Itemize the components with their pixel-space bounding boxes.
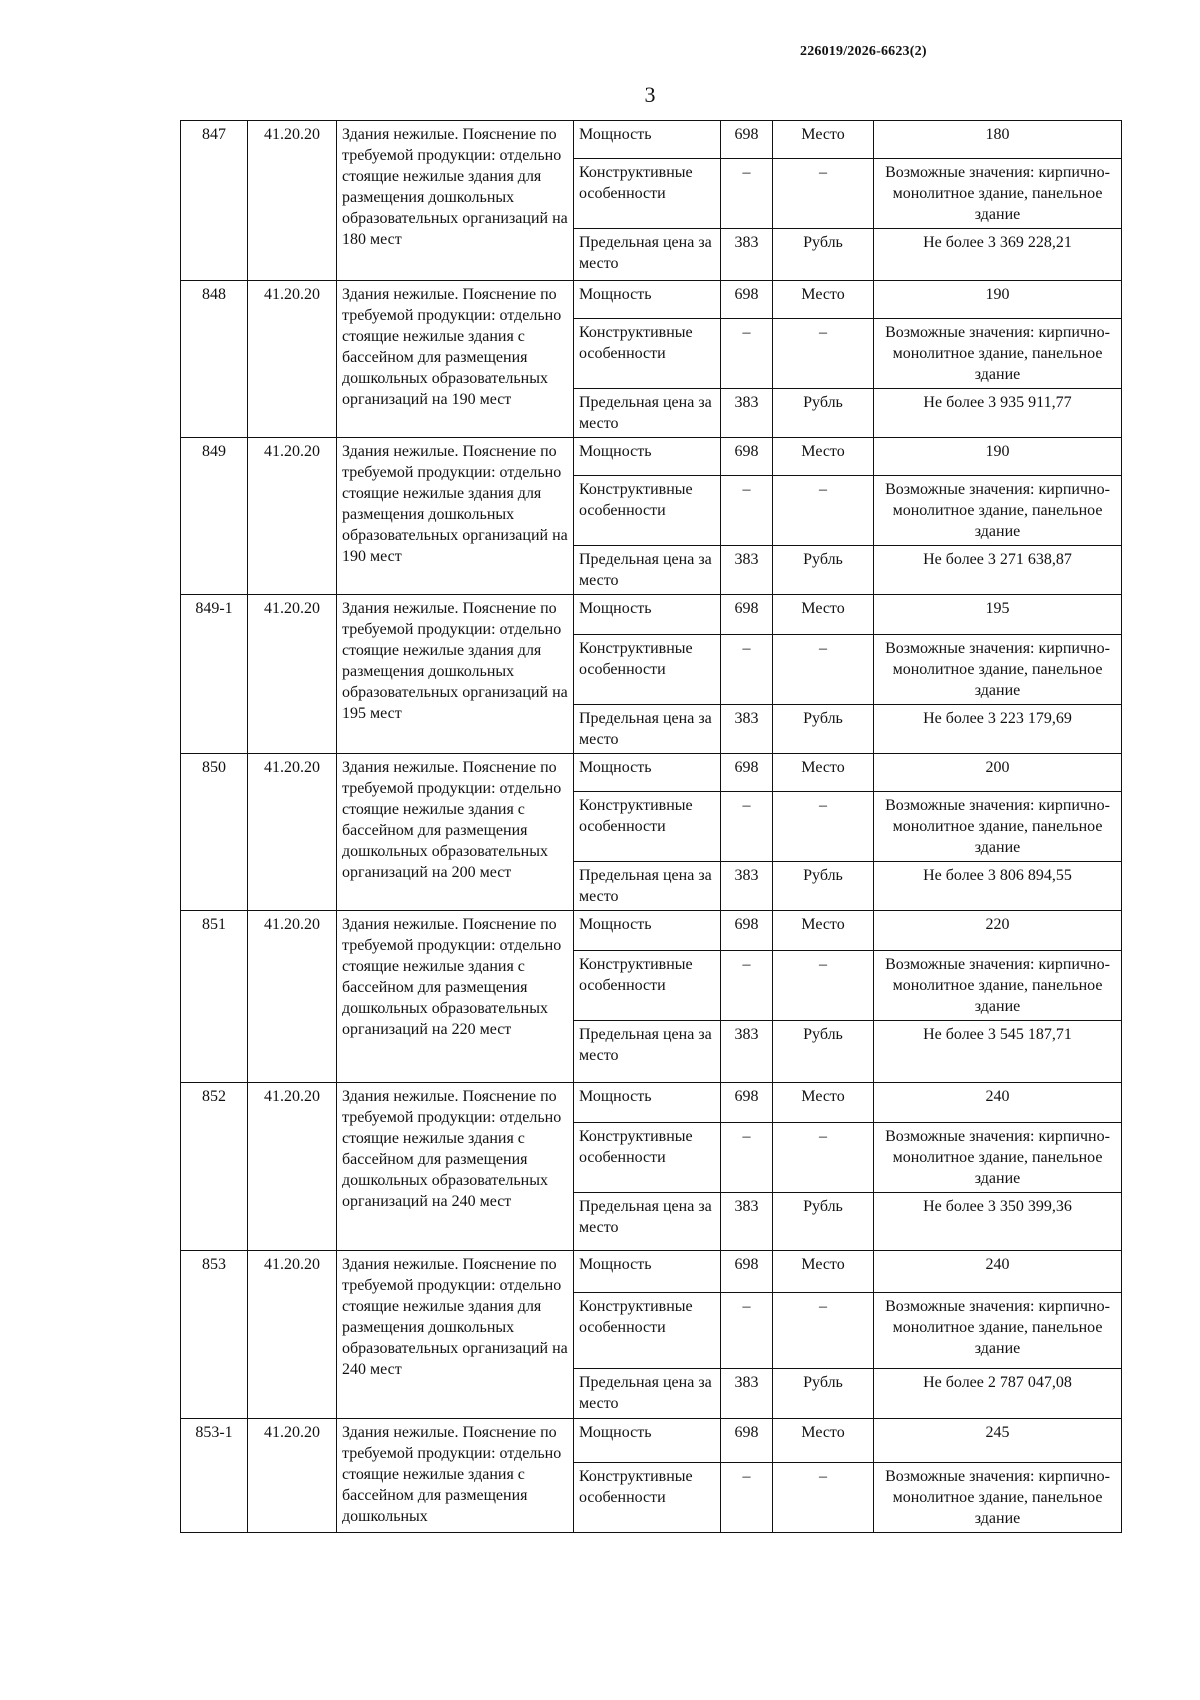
item-number: 847 xyxy=(181,121,248,281)
unit-name: – xyxy=(773,635,874,705)
characteristic-value: Возможные значения: кирпично-монолитное здание, панельное здание xyxy=(874,476,1122,546)
unit-name: – xyxy=(773,476,874,546)
unit-name: Место xyxy=(773,281,874,319)
unit-name: Место xyxy=(773,595,874,635)
okei-code: 698 xyxy=(721,121,773,159)
table-row xyxy=(181,911,1122,951)
okei-code: 383 xyxy=(721,1193,773,1251)
item-name: Здания нежилые. Пояснение по требуемой продукции: отдельно стоящие нежилые здания для размещения дошкольных образовательных организаций на 180 мест xyxy=(337,121,574,281)
characteristic-value: 245 xyxy=(874,1419,1122,1463)
characteristic-value: 195 xyxy=(874,595,1122,635)
characteristic-value: Не более 3 806 894,55 xyxy=(874,862,1122,911)
okei-code: 698 xyxy=(721,754,773,792)
characteristic-value: Возможные значения: кирпично-монолитное здание, панельное здание xyxy=(874,1293,1122,1369)
characteristic-value: Не более 2 787 047,08 xyxy=(874,1369,1122,1419)
characteristic-name: Мощность xyxy=(574,595,721,635)
okei-code: – xyxy=(721,1463,773,1533)
okpd2-code: 41.20.20 xyxy=(248,754,337,911)
item-name: Здания нежилые. Пояснение по требуемой продукции: отдельно стоящие нежилые здания с бассейном для размещения дошкольных xyxy=(337,1419,574,1533)
okei-code: 383 xyxy=(721,546,773,595)
characteristic-name: Мощность xyxy=(574,911,721,951)
characteristic-name: Предельная цена за место xyxy=(574,1021,721,1083)
characteristic-value: Возможные значения: кирпично-монолитное здание, панельное здание xyxy=(874,951,1122,1021)
characteristic-name: Конструктивные особенности xyxy=(574,476,721,546)
unit-name: Место xyxy=(773,1083,874,1123)
table-row xyxy=(181,595,1122,635)
item-number: 852 xyxy=(181,1083,248,1251)
okei-code: – xyxy=(721,319,773,389)
item-name: Здания нежилые. Пояснение по требуемой продукции: отдельно стоящие нежилые здания для размещения дошкольных образовательных организаций на 240 мест xyxy=(337,1251,574,1419)
characteristic-name: Конструктивные особенности xyxy=(574,635,721,705)
item-number: 849 xyxy=(181,438,248,595)
unit-name: Рубль xyxy=(773,389,874,438)
characteristic-value: Не более 3 223 179,69 xyxy=(874,705,1122,754)
unit-name: – xyxy=(773,951,874,1021)
unit-name: – xyxy=(773,1123,874,1193)
unit-name: Место xyxy=(773,438,874,476)
okei-code: 383 xyxy=(721,862,773,911)
okpd2-code: 41.20.20 xyxy=(248,1083,337,1251)
item-name: Здания нежилые. Пояснение по требуемой продукции: отдельно стоящие нежилые здания с бассейном для размещения дошкольных образовательных организаций на 220 мест xyxy=(337,911,574,1083)
okei-code: – xyxy=(721,792,773,862)
characteristic-name: Мощность xyxy=(574,1251,721,1293)
okpd2-code: 41.20.20 xyxy=(248,121,337,281)
characteristic-value: 190 xyxy=(874,281,1122,319)
unit-name: Рубль xyxy=(773,1021,874,1083)
characteristic-value: Возможные значения: кирпично-монолитное здание, панельное здание xyxy=(874,635,1122,705)
characteristic-name: Предельная цена за место xyxy=(574,1193,721,1251)
unit-name: Место xyxy=(773,1419,874,1463)
item-number: 850 xyxy=(181,754,248,911)
unit-name: – xyxy=(773,159,874,229)
item-name: Здания нежилые. Пояснение по требуемой продукции: отдельно стоящие нежилые здания с бассейном для размещения дошкольных образовательных организаций на 240 мест xyxy=(337,1083,574,1251)
item-number: 853-1 xyxy=(181,1419,248,1533)
characteristic-name: Мощность xyxy=(574,1419,721,1463)
okei-code: 383 xyxy=(721,705,773,754)
characteristic-value: Не более 3 369 228,21 xyxy=(874,229,1122,281)
okei-code: 698 xyxy=(721,1251,773,1293)
okei-code: 383 xyxy=(721,229,773,281)
characteristic-name: Конструктивные особенности xyxy=(574,1293,721,1369)
unit-name: Рубль xyxy=(773,229,874,281)
characteristic-name: Предельная цена за место xyxy=(574,546,721,595)
characteristic-name: Мощность xyxy=(574,1083,721,1123)
okei-code: – xyxy=(721,951,773,1021)
characteristic-name: Конструктивные особенности xyxy=(574,319,721,389)
okei-code: 383 xyxy=(721,1369,773,1419)
okei-code: 383 xyxy=(721,1021,773,1083)
item-name: Здания нежилые. Пояснение по требуемой продукции: отдельно стоящие нежилые здания с бассейном для размещения дошкольных образовательных организаций на 200 мест xyxy=(337,754,574,911)
okpd2-code: 41.20.20 xyxy=(248,438,337,595)
characteristic-value: Возможные значения: кирпично-монолитное здание, панельное здание xyxy=(874,792,1122,862)
okei-code: – xyxy=(721,635,773,705)
document-number: 226019/2026-6623(2) xyxy=(800,44,927,59)
item-number: 848 xyxy=(181,281,248,438)
okpd2-code: 41.20.20 xyxy=(248,1251,337,1419)
item-name: Здания нежилые. Пояснение по требуемой продукции: отдельно стоящие нежилые здания для размещения дошкольных образовательных организаций на 190 мест xyxy=(337,438,574,595)
characteristic-name: Предельная цена за место xyxy=(574,862,721,911)
item-name: Здания нежилые. Пояснение по требуемой продукции: отдельно стоящие нежилые здания для размещения дошкольных образовательных организаций на 195 мест xyxy=(337,595,574,754)
characteristic-value: 240 xyxy=(874,1251,1122,1293)
characteristic-value: 240 xyxy=(874,1083,1122,1123)
characteristic-value: Не более 3 350 399,36 xyxy=(874,1193,1122,1251)
item-name: Здания нежилые. Пояснение по требуемой продукции: отдельно стоящие нежилые здания с бассейном для размещения дошкольных образовательных организаций на 190 мест xyxy=(337,281,574,438)
characteristic-name: Мощность xyxy=(574,438,721,476)
characteristic-value: Возможные значения: кирпично-монолитное здание, панельное здание xyxy=(874,319,1122,389)
unit-name: Рубль xyxy=(773,1369,874,1419)
okei-code: 698 xyxy=(721,595,773,635)
characteristic-value: Не более 3 935 911,77 xyxy=(874,389,1122,438)
characteristic-name: Мощность xyxy=(574,754,721,792)
characteristic-value: Не более 3 271 638,87 xyxy=(874,546,1122,595)
characteristic-value: Возможные значения: кирпично-монолитное здание, панельное здание xyxy=(874,1463,1122,1533)
okei-code: 698 xyxy=(721,281,773,319)
characteristic-name: Мощность xyxy=(574,121,721,159)
characteristic-value: 200 xyxy=(874,754,1122,792)
unit-name: Рубль xyxy=(773,705,874,754)
okei-code: – xyxy=(721,1123,773,1193)
okpd2-code: 41.20.20 xyxy=(248,595,337,754)
okei-code: 698 xyxy=(721,911,773,951)
unit-name: – xyxy=(773,319,874,389)
unit-name: Место xyxy=(773,121,874,159)
unit-name: Место xyxy=(773,754,874,792)
characteristic-name: Предельная цена за место xyxy=(574,389,721,438)
characteristic-name: Конструктивные особенности xyxy=(574,159,721,229)
unit-name: Место xyxy=(773,911,874,951)
table-row xyxy=(181,754,1122,792)
specification-table xyxy=(180,120,1122,1533)
characteristic-name: Конструктивные особенности xyxy=(574,1463,721,1533)
characteristic-value: Не более 3 545 187,71 xyxy=(874,1021,1122,1083)
characteristic-name: Мощность xyxy=(574,281,721,319)
characteristic-value: Возможные значения: кирпично-монолитное здание, панельное здание xyxy=(874,1123,1122,1193)
characteristic-value: 220 xyxy=(874,911,1122,951)
characteristic-name: Конструктивные особенности xyxy=(574,951,721,1021)
characteristic-name: Конструктивные особенности xyxy=(574,1123,721,1193)
table-row xyxy=(181,281,1122,319)
characteristic-value: Возможные значения: кирпично-монолитное здание, панельное здание xyxy=(874,159,1122,229)
item-number: 851 xyxy=(181,911,248,1083)
table-row xyxy=(181,121,1122,159)
table-body xyxy=(181,121,1122,1533)
unit-name: Рубль xyxy=(773,1193,874,1251)
okpd2-code: 41.20.20 xyxy=(248,911,337,1083)
okei-code: – xyxy=(721,476,773,546)
okei-code: 698 xyxy=(721,438,773,476)
table-row xyxy=(181,1419,1122,1463)
unit-name: – xyxy=(773,792,874,862)
okei-code: 698 xyxy=(721,1083,773,1123)
unit-name: Рубль xyxy=(773,862,874,911)
characteristic-name: Предельная цена за место xyxy=(574,1369,721,1419)
table-row xyxy=(181,438,1122,476)
table-row xyxy=(181,1251,1122,1293)
characteristic-name: Конструктивные особенности xyxy=(574,792,721,862)
item-number: 849-1 xyxy=(181,595,248,754)
unit-name: Место xyxy=(773,1251,874,1293)
okei-code: – xyxy=(721,159,773,229)
unit-name: – xyxy=(773,1463,874,1533)
table-row xyxy=(181,1083,1122,1123)
item-number: 853 xyxy=(181,1251,248,1419)
unit-name: Рубль xyxy=(773,546,874,595)
characteristic-name: Предельная цена за место xyxy=(574,229,721,281)
characteristic-value: 180 xyxy=(874,121,1122,159)
characteristic-name: Предельная цена за место xyxy=(574,705,721,754)
characteristic-value: 190 xyxy=(874,438,1122,476)
page-number: 3 xyxy=(644,82,656,107)
okpd2-code: 41.20.20 xyxy=(248,281,337,438)
okei-code: 383 xyxy=(721,389,773,438)
okei-code: – xyxy=(721,1293,773,1369)
unit-name: – xyxy=(773,1293,874,1369)
okei-code: 698 xyxy=(721,1419,773,1463)
okpd2-code: 41.20.20 xyxy=(248,1419,337,1533)
